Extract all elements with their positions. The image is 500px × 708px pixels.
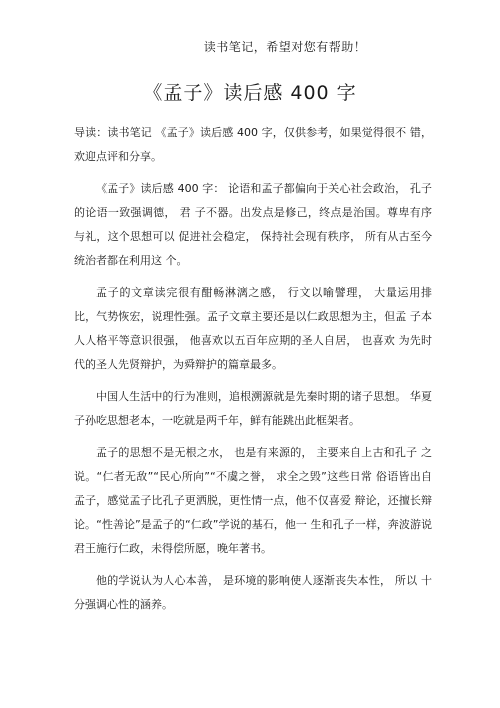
body-paragraph: 孟子的思想不是无根之水， 也是有来源的， 主要来自上古和孔子 之说。“仁者无敌”“民心所向”“不虞之誉， 求全之毁”这些日常 俗语皆出自孟子，感觉孟子比孔子更洒脱，更性情一点，他不仅喜爱 辩论，还擅长辩论。“性善论”是孟子的“仁政”学说的基石，他一 生和孔子一样，奔波游说君王施行仁政，未得偿所愿，晚年著书。 <box>74 446 432 555</box>
document-body <box>74 121 432 625</box>
document-title: 《孟子》读后感 400 字 <box>143 82 357 104</box>
body-paragraph: 《孟子》读后感 400 字： 论语和孟子都偏向于关心社会政治， 孔子的论语一致强调德， 君 子不器。出发点是修己，终点是治国。尊卑有序与礼，这个思想可以 促进社会稳定， 保持社会现有秩序， 所有从古至今统治者都在利用这 个。 <box>74 182 432 267</box>
intro-paragraph: 导读：读书笔记 《孟子》读后感 400 字，仅供参考，如果觉得很不 错，欢迎点评和分享。 <box>74 126 432 163</box>
body-paragraph: 中国人生活中的行为准则，追根溯源就是先秦时期的诸子思想。 华夏子孙吃思想老本，一吃就是两千年，鲜有能跳出此框架者。 <box>74 390 432 427</box>
body-paragraph: 孟子的文章读完很有酣畅淋漓之感， 行文以喻譬理， 大量运用排 比，气势恢宏，说理性强。孟子文章主要还是以仁政思想为主，但孟 子本人人格平等意识很强， 他喜欢以五百年应期的圣人自居， 也喜欢 为先时代的圣人先贤辩护，为舜辩护的篇章最多。 <box>74 286 432 371</box>
body-paragraph: 他的学说认为人心本善， 是环境的影响使人逐渐丧失本性， 所以 十分强调心性的涵养。 <box>74 574 432 611</box>
page-header-note: 读书笔记，希望对您有帮助！ <box>203 40 367 54</box>
